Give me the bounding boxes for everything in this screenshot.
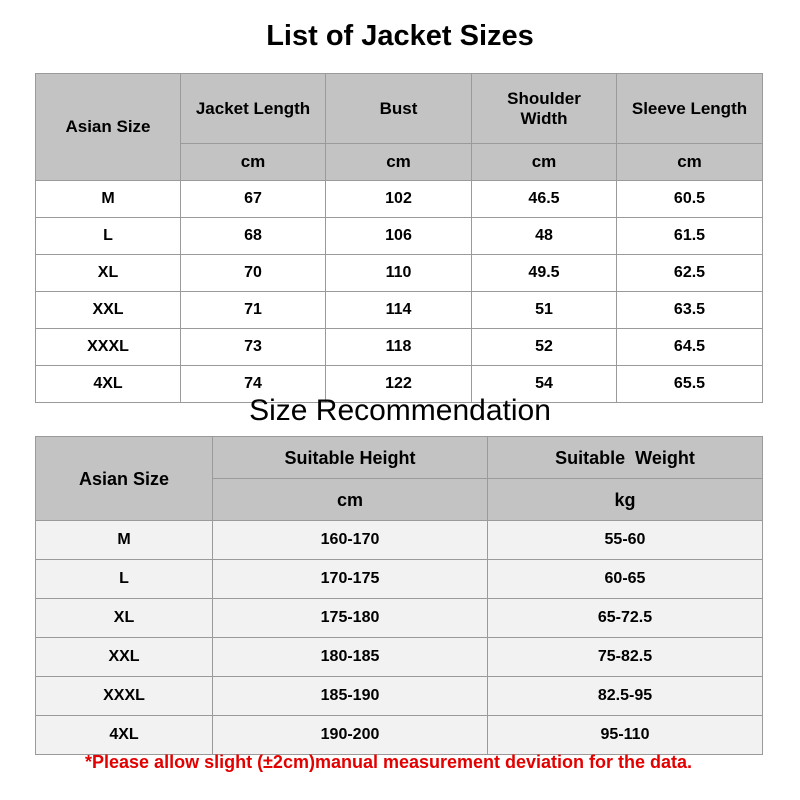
table-cell: L bbox=[36, 218, 181, 255]
table-cell: 62.5 bbox=[617, 255, 763, 292]
table-row bbox=[36, 677, 763, 716]
table-row bbox=[36, 329, 763, 366]
header-asian-size: Asian Size bbox=[36, 437, 213, 521]
table-cell: L bbox=[36, 560, 213, 599]
table-cell: 65.5 bbox=[617, 366, 763, 403]
table-cell: 106 bbox=[326, 218, 472, 255]
unit-cell: cm bbox=[617, 144, 763, 181]
jacket-table-body bbox=[36, 181, 763, 403]
table-cell: 75-82.5 bbox=[488, 638, 763, 677]
table-cell: XXXL bbox=[36, 329, 181, 366]
header-jacket-length: Jacket Length bbox=[181, 74, 326, 144]
table-cell: 64.5 bbox=[617, 329, 763, 366]
table-cell: XL bbox=[36, 255, 181, 292]
unit-cell: cm bbox=[472, 144, 617, 181]
table-row bbox=[36, 181, 763, 218]
table-cell: 74 bbox=[181, 366, 326, 403]
table-row bbox=[36, 255, 763, 292]
table-cell: 185-190 bbox=[213, 677, 488, 716]
table-cell: 71 bbox=[181, 292, 326, 329]
table-cell: XXXL bbox=[36, 677, 213, 716]
table-cell: 54 bbox=[472, 366, 617, 403]
table-header-row bbox=[36, 74, 763, 144]
table-cell: XL bbox=[36, 599, 213, 638]
unit-cell: cm bbox=[326, 144, 472, 181]
table-cell: 52 bbox=[472, 329, 617, 366]
unit-cell: cm bbox=[181, 144, 326, 181]
table-cell: 102 bbox=[326, 181, 472, 218]
table-cell: 60-65 bbox=[488, 560, 763, 599]
table-cell: 4XL bbox=[36, 716, 213, 755]
header-sleeve-length: Sleeve Length bbox=[617, 74, 763, 144]
unit-cell: kg bbox=[488, 479, 763, 521]
table-cell: 65-72.5 bbox=[488, 599, 763, 638]
table-cell: 82.5-95 bbox=[488, 677, 763, 716]
table-cell: 118 bbox=[326, 329, 472, 366]
table-row bbox=[36, 599, 763, 638]
table-cell: 170-175 bbox=[213, 560, 488, 599]
table-row bbox=[36, 560, 763, 599]
table-cell: 190-200 bbox=[213, 716, 488, 755]
table-cell: XXL bbox=[36, 638, 213, 677]
header-asian-size: Asian Size bbox=[36, 74, 181, 181]
table-header-row bbox=[36, 437, 763, 479]
table-cell: XXL bbox=[36, 292, 181, 329]
table-cell: 110 bbox=[326, 255, 472, 292]
table-cell: 68 bbox=[181, 218, 326, 255]
size-recommendation-table bbox=[35, 436, 763, 755]
header-shoulder-width bbox=[472, 74, 617, 144]
table-cell: 63.5 bbox=[617, 292, 763, 329]
table-cell: M bbox=[36, 181, 181, 218]
jacket-size-table bbox=[35, 73, 763, 403]
table-row bbox=[36, 218, 763, 255]
section-title: Size Recommendation bbox=[249, 394, 551, 427]
table-cell: 160-170 bbox=[213, 521, 488, 560]
table-cell: 48 bbox=[472, 218, 617, 255]
table-cell: 61.5 bbox=[617, 218, 763, 255]
page-title: List of Jacket Sizes bbox=[266, 20, 534, 52]
table-cell: 46.5 bbox=[472, 181, 617, 218]
header-suitable-weight: Suitable Weight bbox=[488, 437, 763, 479]
table-row bbox=[36, 716, 763, 755]
header-suitable-height: Suitable Height bbox=[213, 437, 488, 479]
table-row bbox=[36, 521, 763, 560]
measurement-note: *Please allow slight (±2cm)manual measurement deviation for the data. bbox=[85, 752, 693, 772]
table-row bbox=[36, 638, 763, 677]
unit-cell: cm bbox=[213, 479, 488, 521]
table-cell: 49.5 bbox=[472, 255, 617, 292]
table-cell: 70 bbox=[181, 255, 326, 292]
table-cell: 122 bbox=[326, 366, 472, 403]
table-cell: 175-180 bbox=[213, 599, 488, 638]
table-cell: 180-185 bbox=[213, 638, 488, 677]
table-cell: 73 bbox=[181, 329, 326, 366]
table-cell: 95-110 bbox=[488, 716, 763, 755]
recommend-table-body bbox=[36, 521, 763, 755]
table-cell: M bbox=[36, 521, 213, 560]
table-cell: 4XL bbox=[36, 366, 181, 403]
table-cell: 60.5 bbox=[617, 181, 763, 218]
table-cell: 51 bbox=[472, 292, 617, 329]
table-row bbox=[36, 292, 763, 329]
header-shoulder-width-label: Shoulder Width bbox=[507, 88, 581, 128]
table-cell: 114 bbox=[326, 292, 472, 329]
table-cell: 67 bbox=[181, 181, 326, 218]
header-bust: Bust bbox=[326, 74, 472, 144]
table-cell: 55-60 bbox=[488, 521, 763, 560]
